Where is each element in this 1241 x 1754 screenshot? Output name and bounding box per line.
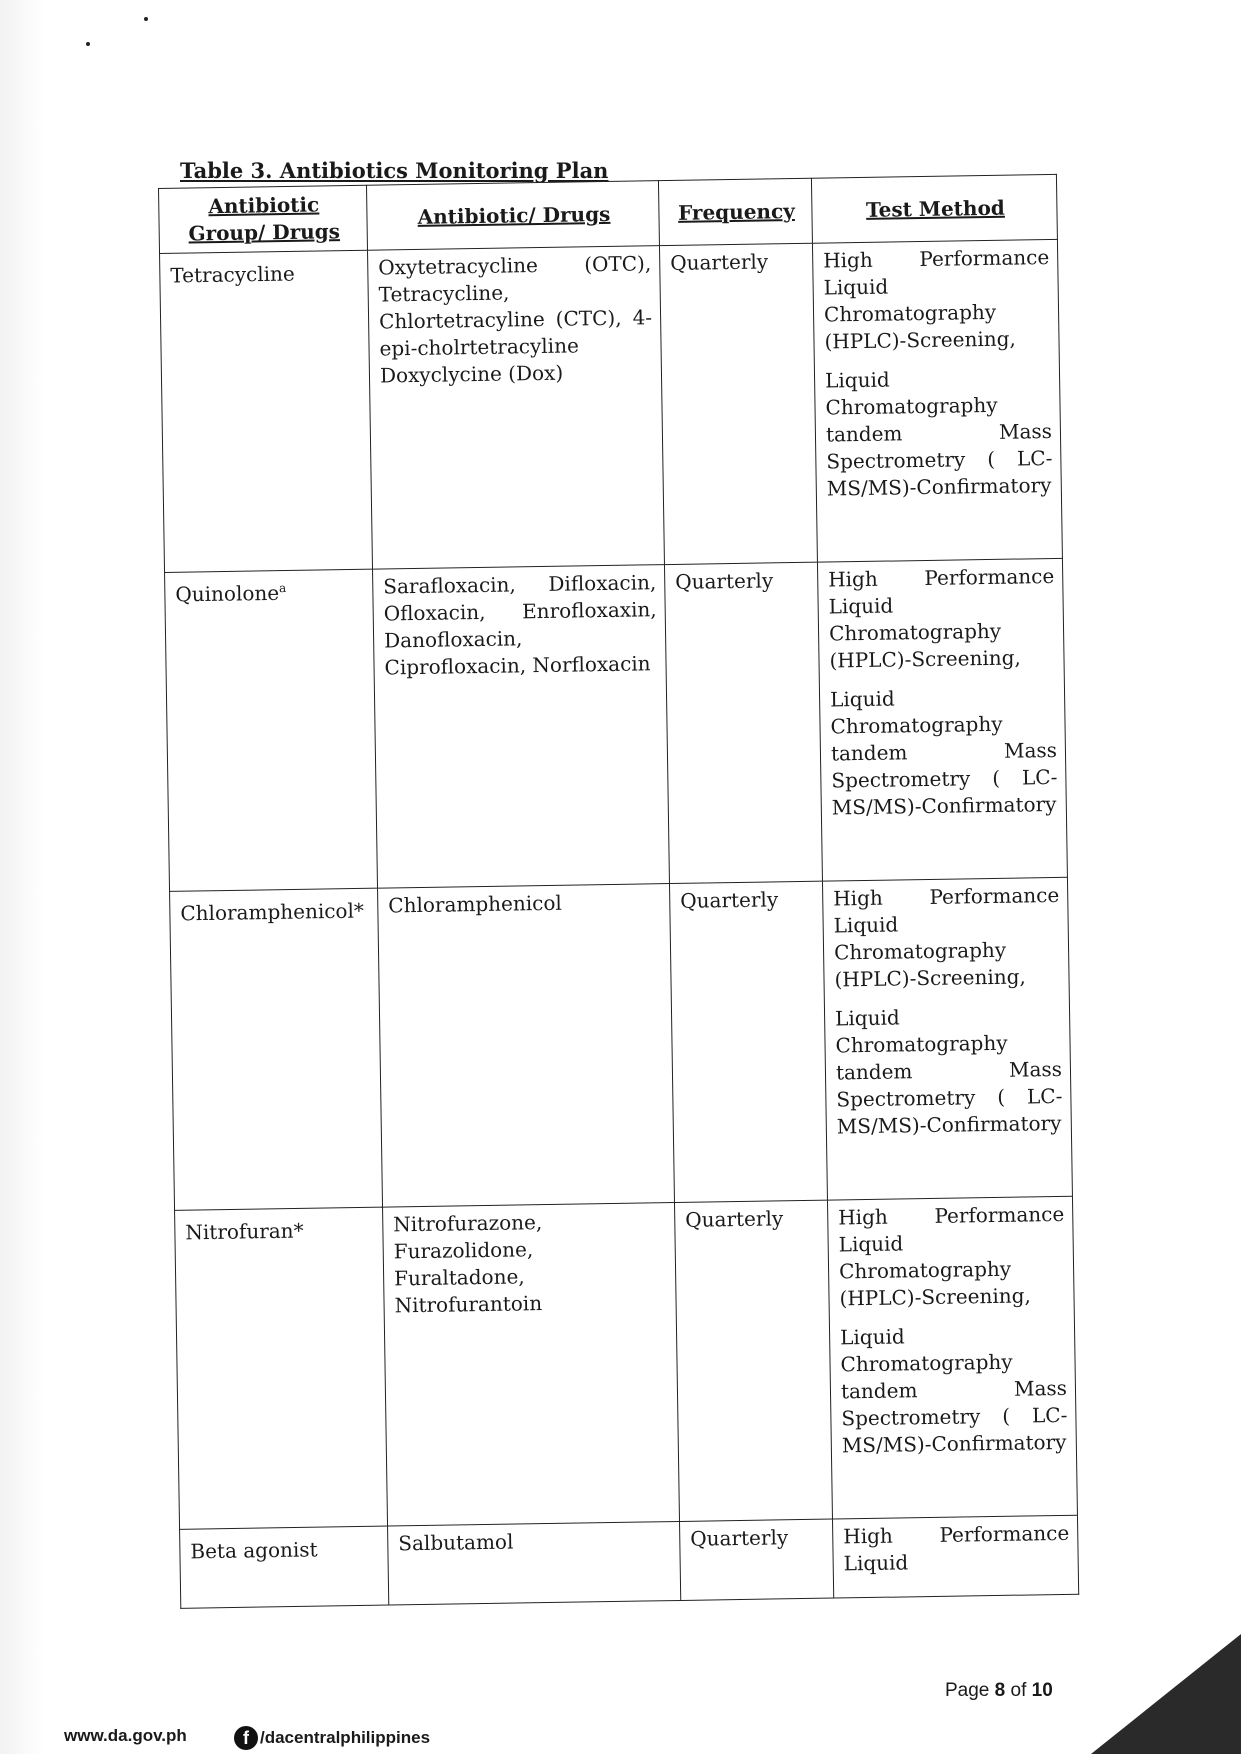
cell-frequency: Quarterly (674, 1200, 832, 1521)
method-screening: High Performance Liquid (843, 1520, 1070, 1576)
cell-drugs: Sarafloxacin, Difloxacin, Ofloxacin, Enrofloxaxin, Danofloxacin, Ciprofloxacin, Norfloxacin (373, 565, 670, 889)
cell-group: Tetracycline (160, 250, 373, 572)
method-screening: High Performance Liquid Chromatography (HPLC)-Screening, (838, 1201, 1065, 1311)
facebook-handle: /dacentralphilippines (260, 1728, 431, 1747)
facebook-link[interactable] (234, 1726, 430, 1750)
table-row (180, 1515, 1079, 1608)
cell-frequency: Quarterly (664, 562, 822, 883)
website-link[interactable]: www.da.gov.ph (64, 1726, 187, 1745)
table-row (160, 239, 1063, 572)
method-confirmatory: Liquid Chromatography tandem Mass Spectrometry ( LC-MS/MS)-Confirmatory (824, 367, 1053, 501)
cell-test-method (827, 1196, 1077, 1519)
method-screening: High Performance Liquid Chromatography (HPLC)-Screening, (833, 882, 1060, 992)
method-confirmatory: Liquid Chromatography tandem Mass Spectrometry ( LC-MS/MS)-Confirmatory (829, 686, 1058, 820)
header-test-method: Test Method (811, 174, 1057, 243)
cell-drugs: Salbutamol (388, 1521, 681, 1605)
cell-frequency: Quarterly (659, 243, 817, 564)
method-screening: High Performance Liquid Chromatography (HPLC)-Screening, (823, 245, 1050, 354)
method-confirmatory: Liquid Chromatography tandem Mass Spectrometry ( LC-MS/MS)-Confirmatory (834, 1005, 1063, 1139)
cell-frequency: Quarterly (669, 881, 827, 1202)
facebook-icon: f (234, 1726, 258, 1750)
method-screening: High Performance Liquid Chromatography (HPLC)-Screening, (828, 563, 1055, 673)
cell-test-method (817, 558, 1067, 881)
cell-test-method (832, 1515, 1078, 1598)
cell-frequency: Quarterly (680, 1519, 834, 1600)
method-confirmatory (844, 1586, 1070, 1590)
cell-group: Quinolone$^a$ (165, 569, 378, 891)
cell-group: Beta agonist (180, 1526, 389, 1608)
table-row (170, 877, 1073, 1210)
cell-drugs: Chloramphenicol (378, 884, 675, 1208)
page-curl (1091, 1634, 1241, 1754)
cell-drugs: Oxytetracycline (OTC), Tetracycline, Chlortetracyline (CTC), 4-epi-cholrtetracyline Doxyclycine (Dox) (368, 246, 665, 570)
cell-test-method (812, 239, 1062, 562)
cell-drugs: Nitrofurazone, Furazolidone, Furaltadone, Nitrofurantoin (383, 1203, 680, 1527)
table-row (165, 558, 1068, 891)
table-title: Table 3. Antibiotics Monitoring Plan (180, 158, 609, 183)
antibiotics-monitoring-table (158, 174, 1079, 1609)
page-number: Page 8 of 10 (945, 1680, 1053, 1701)
cell-test-method (822, 877, 1072, 1200)
scan-edge (0, 0, 44, 1754)
header-antibiotic-group: Antibiotic Group/ Drugs (159, 185, 368, 253)
method-confirmatory: Liquid Chromatography tandem Mass Spectrometry ( LC-MS/MS)-Confirmatory (839, 1324, 1068, 1458)
cell-group: Nitrofuran* (175, 1207, 388, 1529)
header-frequency: Frequency (658, 178, 812, 245)
scan-speck (144, 17, 148, 21)
scan-speck (86, 42, 90, 46)
table-row (175, 1196, 1078, 1529)
cell-group: Chloramphenicol* (170, 888, 383, 1210)
header-antibiotic-drugs: Antibiotic/ Drugs (366, 181, 659, 251)
